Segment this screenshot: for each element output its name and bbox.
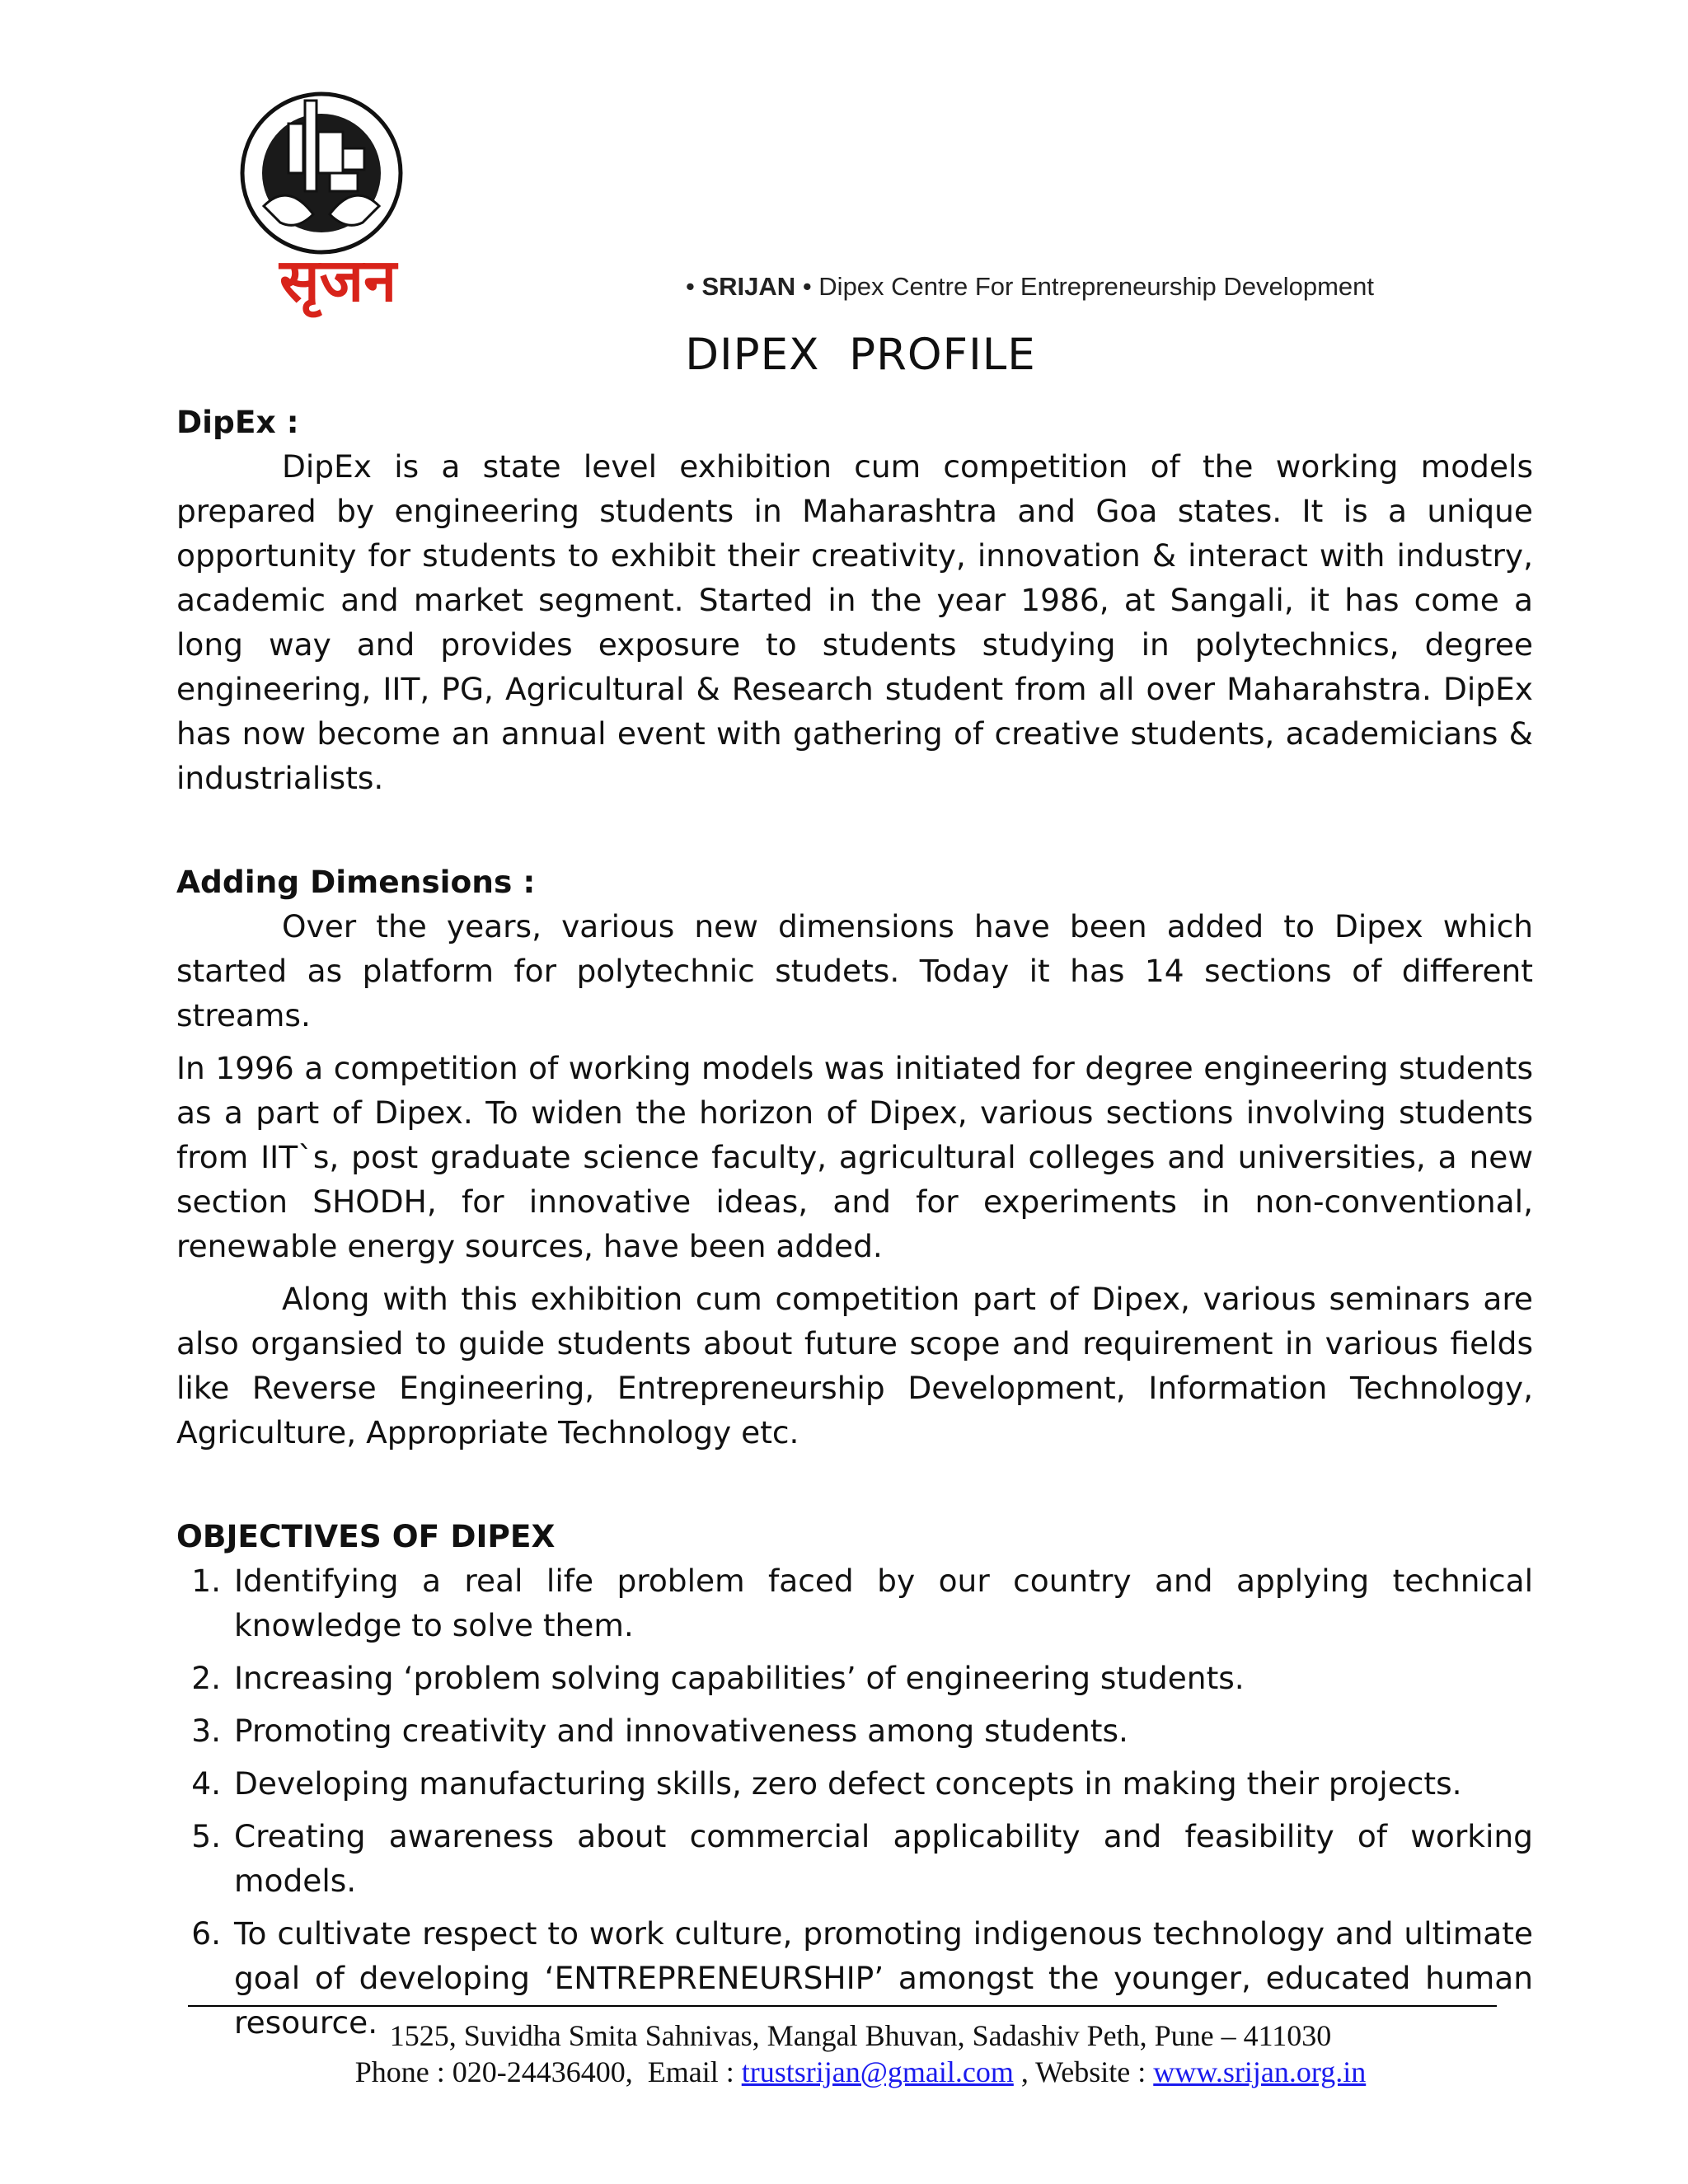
- footer-address: 1525, Suvidha Smita Sahnivas, Mangal Bhuvan, Sadashiv Peth, Pune – 411030: [389, 2019, 1332, 2052]
- tagline-brand: SRIJAN: [701, 272, 796, 301]
- document-body: [176, 400, 1533, 2053]
- footer-website-label: , Website :: [1013, 2055, 1154, 2088]
- dipex-paragraph: DipEx is a state level exhibition cum competition of the working models prepared by engineering students in Maharashtra and Goa states. It is a unique opportunity for students to exhibit their creativity, innovation & interact with industry, academic and market segment. Started in the year 1986, at Sangali, it has come a long way and provides exposure to students studying in polytechnics, degree engineering, IIT, PG, Agricultural & Research student from all over Maharahstra. DipEx has now become an annual event with gathering of creative students, academicians & industrialists.: [176, 448, 1533, 796]
- list-item: 3. Promoting creativity and innovativeness among students.: [191, 1713, 1128, 1749]
- srijan-emblem-icon: [206, 82, 470, 321]
- header-tagline: [686, 272, 1374, 302]
- adding-paragraph-3: Along with this exhibition cum competition part of Dipex, various seminars are also organsied to guide students about future scope and requirement in various fields like Reverse Engineering, Entrepreneurship Development, Information Technology, Agriculture, Appropriate Technology etc.: [176, 1281, 1533, 1451]
- footer: [0, 2018, 1688, 2090]
- section-heading-objectives: OBJECTIVES OF DIPEX: [176, 1518, 556, 1554]
- list-item: 1. Identifying a real life problem faced by our country and applying technical knowledge to solve them.: [191, 1563, 1533, 1643]
- footer-contact: [33, 2054, 1688, 2090]
- tagline-text: Dipex Centre For Entrepreneurship Development: [818, 272, 1375, 301]
- footer-website-link[interactable]: www.srijan.org.in: [1153, 2055, 1367, 2088]
- footer-phone-label: Phone : 020-24436400, Email :: [354, 2055, 742, 2088]
- section-heading-adding-dimensions: Adding Dimensions :: [176, 864, 536, 900]
- adding-paragraph-1: Over the years, various new dimensions have been added to Dipex which started as platform for polytechnic studets. Today it has 14 sections of different streams.: [176, 908, 1533, 1033]
- list-item: 5. Creating awareness about commercial applicability and feasibility of working models.: [191, 1818, 1533, 1899]
- logo-wordmark: सृजन: [279, 246, 397, 315]
- tagline-bullet: •: [686, 272, 695, 301]
- adding-paragraph-2: In 1996 a competition of working models was initiated for degree engineering students as a part of Dipex. To widen the horizon of Dipex, various sections involving students from IIT`s, post graduate science faculty, agricultural colleges and universities, a new section SHODH, for innovative ideas, and for experiments in non-conventional, renewable energy sources, have been added.: [176, 1050, 1533, 1264]
- page-title: DIPEX PROFILE: [685, 330, 1036, 380]
- footer-email-link[interactable]: trustsrijan@gmail.com: [741, 2055, 1014, 2088]
- list-item: 4. Developing manufacturing skills, zero defect concepts in making their projects.: [191, 1765, 1462, 1802]
- section-heading-dipex: DipEx :: [176, 404, 299, 440]
- srijan-logo: [206, 82, 470, 321]
- list-item: 6. To cultivate respect to work culture, promoting indigenous technology and ultimate goal of developing ‘ENTREPRENEURSHIP’ amongst the younger, educated human resource.: [191, 1915, 1533, 2041]
- tagline-bullet: •: [802, 272, 812, 301]
- footer-divider: [188, 2005, 1497, 2007]
- objectives-list: [176, 1558, 1533, 2045]
- list-item: 2. Increasing ‘problem solving capabilities’ of engineering students.: [191, 1660, 1245, 1696]
